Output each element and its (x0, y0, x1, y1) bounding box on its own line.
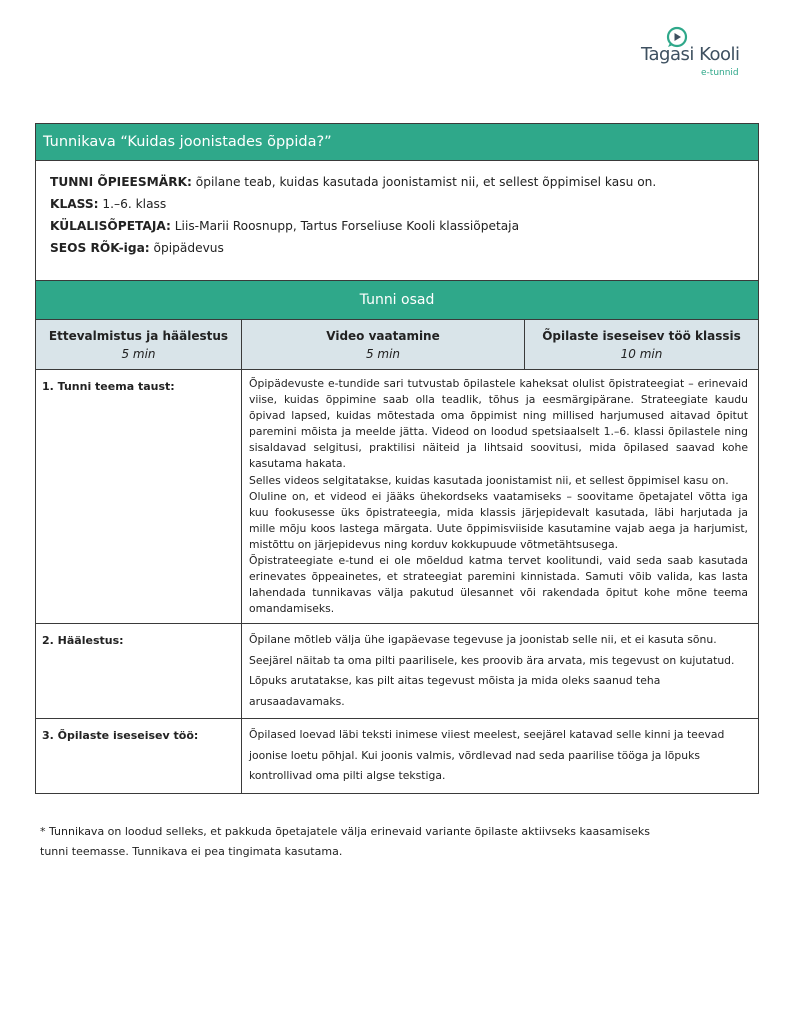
phase-preparation: Ettevalmistus ja häälestus 5 min (36, 320, 242, 369)
phase-video: Video vaatamine 5 min (242, 320, 525, 369)
info-guest-teacher: KÜLALISÕPETAJA: Liis-Marii Roosnupp, Tartus Forseliuse Kooli klassiõpetaja (50, 219, 520, 233)
phase-independent-work: Õpilaste iseseisev töö klassis 10 min (542, 328, 741, 361)
lesson-plan-table (35, 123, 759, 794)
section-title: Tunni osad (36, 281, 758, 320)
lesson-info (36, 161, 758, 281)
row-label: 3. Õpilaste iseseisev töö: (36, 719, 242, 793)
logo-subtitle: e-tunnid (701, 68, 739, 78)
tagasi-kooli-logo (641, 26, 753, 82)
info-curriculum-link: SEOS RÕK-iga: õpipädevus (50, 241, 224, 255)
row-label: 2. Häälestus: (36, 624, 242, 718)
row-label: 1. Tunni teema taust: (36, 370, 242, 623)
row-content: Õpilased loevad läbi teksti inimese viiest meelest, seejärel katavad selle kinni ja teevad joonise loetu põhjal. Kui joonis valmis, võrdlevad nad seda paarilise tööga ja lõpuks kontrollivad oma pilti algse tekstiga. (249, 728, 725, 783)
info-class: KLASS: 1.–6. klass (50, 197, 167, 211)
info-goal: TUNNI ÕPIEESMÄRK: õpilane teab, kuidas kasutada joonistamist nii, et sellest õppimisel kasu on. (50, 175, 657, 189)
phase-header (36, 320, 758, 370)
row-content: Õpipädevuste e-tundide sari tutvustab õpilastele kaheksat olulist õpistrateegiat – erinevaid viise, kuidas õppimine saab olla teadlik, tõhus ja eesmärgipärane. Strateegiate kaudu õpivad lapsed, kuidas mõtestada oma õppimist ning millised harjumused aitavad õpitut paremini mõista ja meelde jätta. Videod on loodud spetsiaalselt 1.–6. klassi õpilastele ning sisaldavad selgitusi, praktilisi näiteid ja lihtsaid soovitusi, mida õpilased saavad kohe kasutama hakata. Selles videos selgitatakse, kuidas kasutada joonistamist nii, et sellest õppimisel kasu on. Oluline on, et videod ei jääks ühekordseks vaatamiseks – soovitame õpetajatel võtta iga kuu fookusesse üks õpistrateegia, mida klassis järjepidevalt kasutada, läbi harjutada ja mille mõju koos lastega märgata. Uute õppimisviiside kasutamine vajab aega ja harjumist, mistõttu on järjepidevus ning korduv kokkupuude võtmetähtsusega. Õpistrateegiate e-tund ei ole mõeldud katma tervet koolitundi, vaid seda saab kasutada erinevates õppeainetes, et strateegiat paremini kinnistada. Samuti võib valida, kas lasta lahendada tunnikavas välja pakutud ülesannet või rakendada õpitut kohe mõne teema omandamiseks. (249, 377, 748, 616)
row-background (36, 370, 758, 624)
logo-title: Tagasi Kooli (641, 44, 740, 65)
footnote: * Tunnikava on loodud selleks, et pakkuda õpetajatele välja erinevaid variante õpilaste aktiivseks kaasamiseks tunni teemasse. Tunnikava ei pea tingimata kasutama. (40, 825, 651, 858)
lesson-title: Tunnikava “Kuidas joonistades õppida?” (36, 124, 758, 161)
row-independent-work (36, 719, 758, 793)
row-content: Õpilane mõtleb välja ühe igapäevase tegevuse ja joonistab selle nii, et ei kasuta sõnu. Seejärel näitab ta oma pilti paarilisele, kes proovib ära arvata, mis tegevust on kujutatud. Lõpuks arutatakse, kas pilt aitas tegevust mõista ja mida oleks saanud teha arusaadavamaks. (249, 633, 735, 708)
row-warmup (36, 624, 758, 719)
